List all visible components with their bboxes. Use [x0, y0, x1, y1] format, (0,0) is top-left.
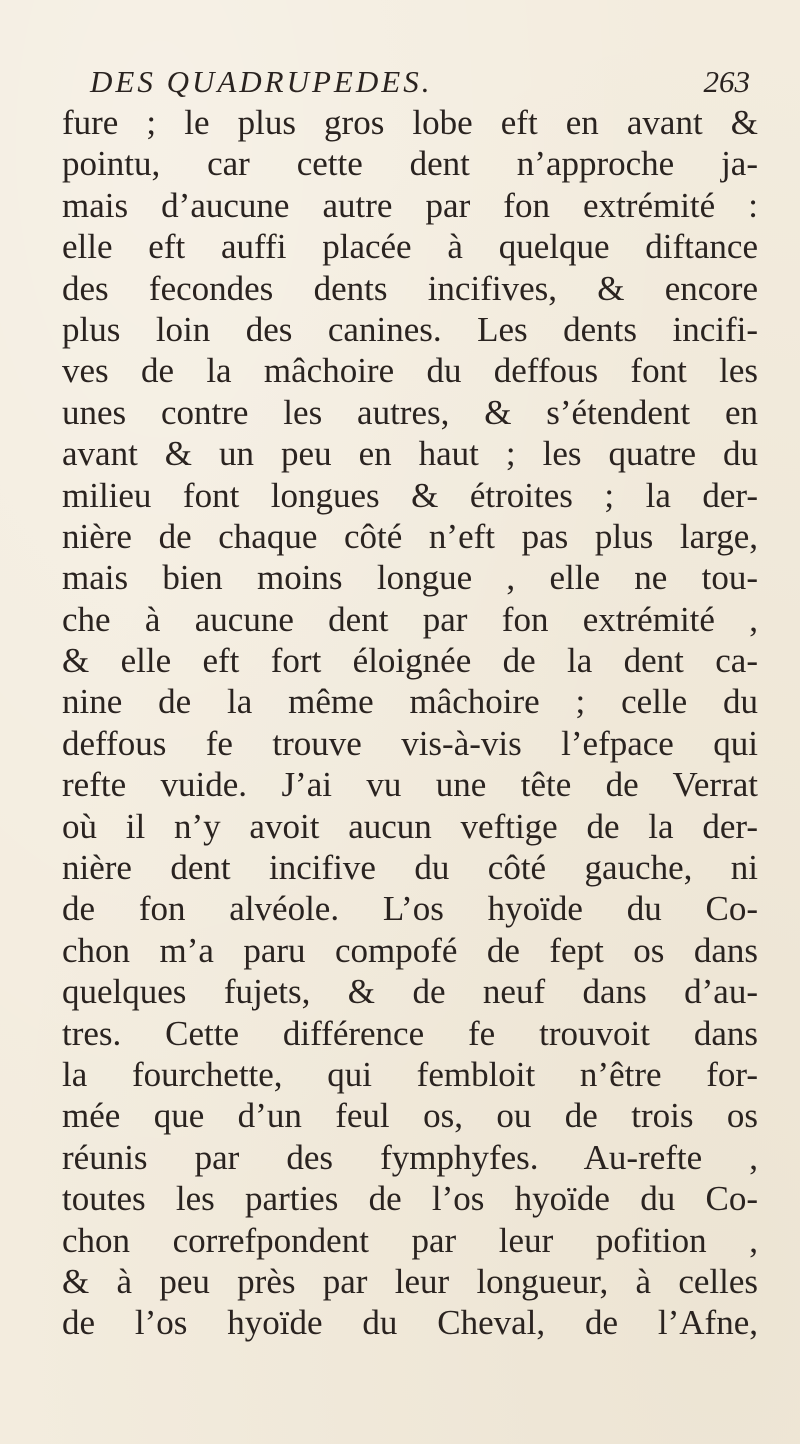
page-header [90, 60, 750, 104]
text-line: mais d’aucune autre par fon extrémité : [62, 185, 758, 225]
text-line: nière dent incifive du côté gauche, ni [62, 848, 758, 888]
text-line: des fecondes dents incifives, & encore [62, 268, 758, 308]
text-line: la fourchette, qui fembloit n’être for- [62, 1054, 758, 1094]
text-line: refte vuide. J’ai vu une tête de Verrat [62, 765, 758, 805]
text-line: mais bien moins longue , elle ne tou- [62, 558, 758, 598]
text-line: unes contre les autres, & s’étendent en [62, 392, 758, 432]
text-line: de l’os hyoïde du Cheval, de l’Afne, [62, 1303, 758, 1343]
body-text [62, 102, 758, 1344]
text-line: toutes les parties de l’os hyoïde du Co- [62, 1179, 758, 1219]
text-line: ves de la mâchoire du deffous font les [62, 351, 758, 391]
text-line: de fon alvéole. L’os hyoïde du Co- [62, 889, 758, 929]
page-number: 263 [703, 64, 750, 99]
text-line: plus loin des canines. Les dents incifi- [62, 309, 758, 349]
text-line: où il n’y avoit aucun veftige de la der- [62, 806, 758, 846]
text-line: elle eft auffi placée à quelque diftance [62, 227, 758, 267]
running-title: DES QUADRUPEDES. [90, 64, 433, 99]
text-line: & elle eft fort éloignée de la dent ca- [62, 641, 758, 681]
text-line: tres. Cette différence fe trouvoit dans [62, 1013, 758, 1053]
text-line: avant & un peu en haut ; les quatre du [62, 434, 758, 474]
text-line: pointu, car cette dent n’approche ja- [62, 144, 758, 184]
text-line: & à peu près par leur longueur, à celles [62, 1261, 758, 1301]
text-line: mée que d’un feul os, ou de trois os [62, 1096, 758, 1136]
text-line: che à aucune dent par fon extrémité , [62, 599, 758, 639]
text-line: chon m’a paru compofé de fept os dans [62, 930, 758, 970]
text-line: chon correfpondent par leur pofition , [62, 1220, 758, 1260]
text-line: fure ; le plus gros lobe eft en avant & [62, 103, 758, 142]
text-line: quelques fujets, & de neuf dans d’au- [62, 972, 758, 1012]
text-line: nière de chaque côté n’eft pas plus large, [62, 516, 758, 556]
text-line: milieu font longues & étroites ; la der- [62, 475, 758, 515]
text-line: deffous fe trouve vis-à-vis l’efpace qui [62, 723, 758, 763]
text-line: réunis par des fymphyfes. Au-refte , [62, 1137, 758, 1177]
text-line: nine de la même mâchoire ; celle du [62, 682, 758, 722]
